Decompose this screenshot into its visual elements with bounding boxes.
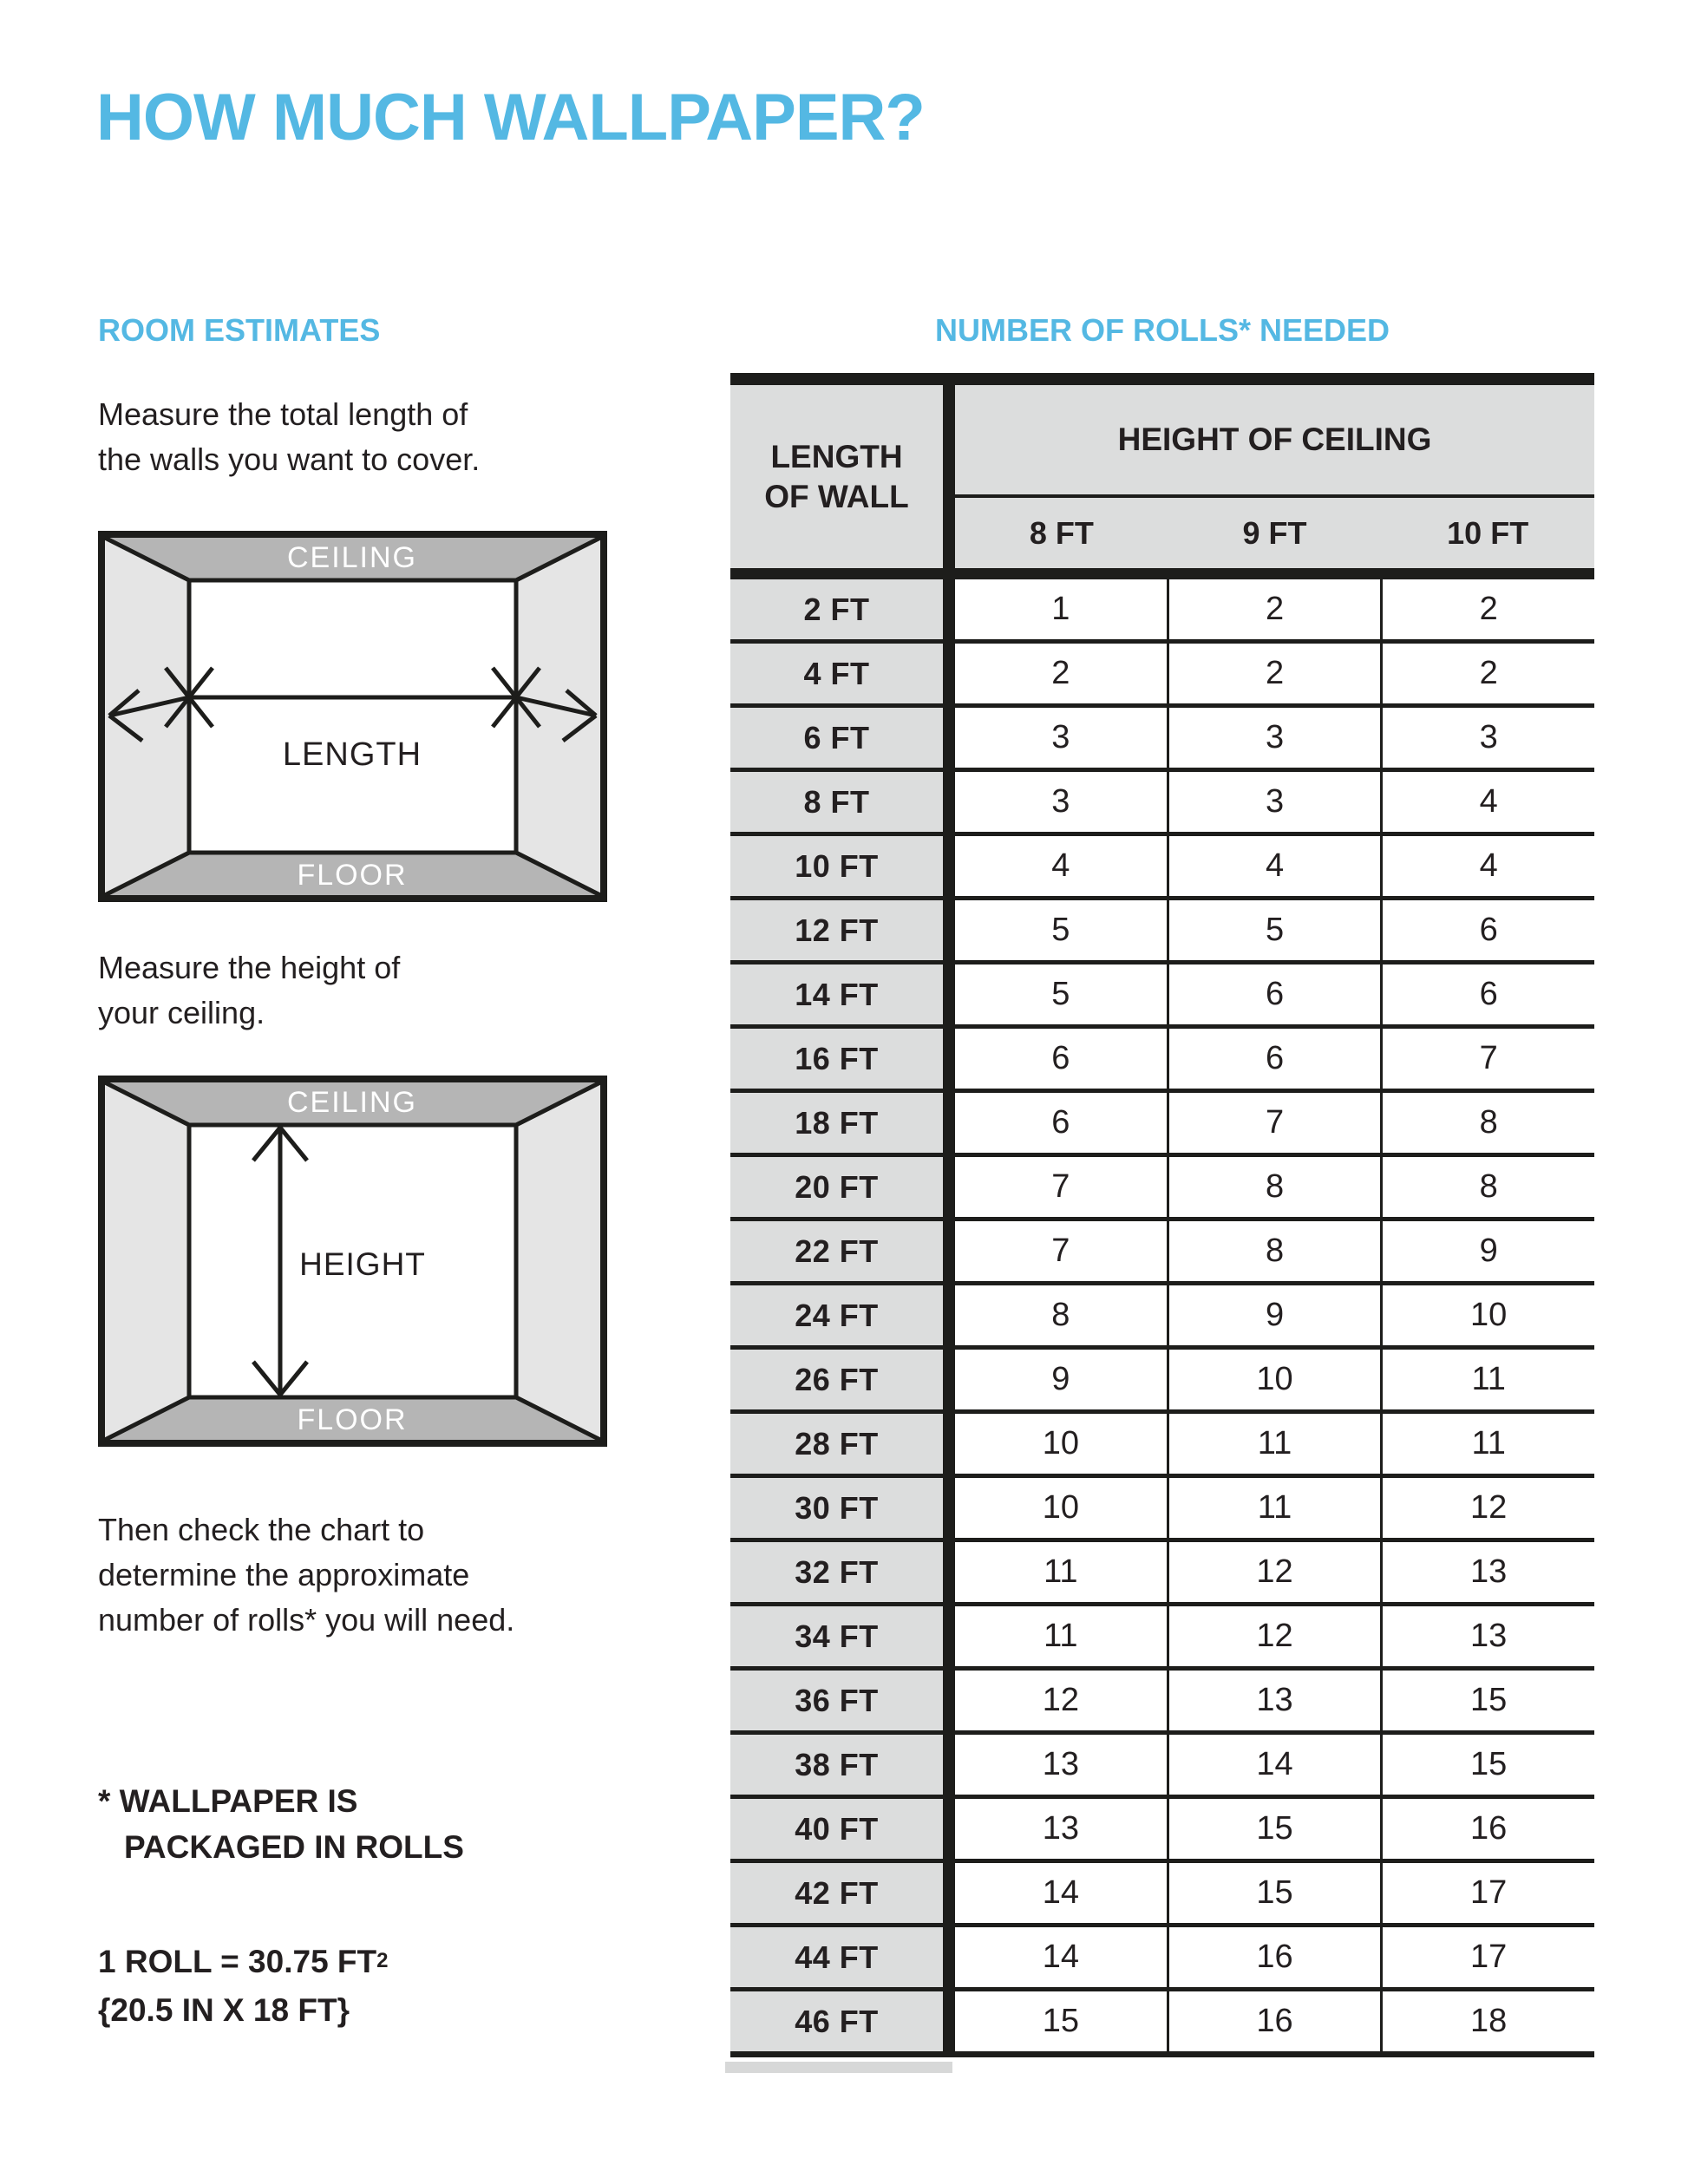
roll-count-cell: 6 — [1167, 964, 1381, 1024]
roll-count-cell: 15 — [1380, 1671, 1594, 1730]
paragraph-line: determine the approximate — [98, 1557, 470, 1592]
table-row — [730, 1671, 1594, 1735]
rolls-footnote — [98, 1778, 464, 1870]
roll-count-cell: 13 — [1380, 1542, 1594, 1602]
roll-count-cell: 8 — [955, 1285, 1167, 1345]
wall-length-label: 42 FT — [730, 1863, 943, 1923]
check-chart-paragraph — [98, 1507, 514, 1643]
roll-count-cell: 5 — [1167, 900, 1381, 960]
table-row — [730, 1991, 1594, 2057]
table-footer-gray-tab — [725, 2062, 952, 2073]
table-row — [730, 644, 1594, 708]
table-vertical-divider — [943, 1927, 955, 1987]
table-row — [730, 1157, 1594, 1221]
table-vertical-divider — [943, 1414, 955, 1474]
roll-count-cell: 3 — [1167, 708, 1381, 768]
table-vertical-divider — [943, 1671, 955, 1730]
table-vertical-divider — [943, 579, 955, 639]
roll-count-cell: 12 — [1167, 1606, 1381, 1666]
wall-length-label: 46 FT — [730, 1991, 943, 2051]
table-vertical-divider — [943, 1093, 955, 1153]
table-vertical-divider — [943, 836, 955, 896]
roll-count-cell: 14 — [1167, 1735, 1381, 1795]
table-vertical-divider — [943, 1863, 955, 1923]
roll-count-cell: 8 — [1167, 1221, 1381, 1281]
height-label: HEIGHT — [299, 1246, 426, 1282]
column-header-10ft: 10 FT — [1447, 514, 1529, 551]
table-top-border — [730, 373, 1594, 385]
roll-count-cell: 2 — [1380, 579, 1594, 639]
roll-count-cell: 11 — [955, 1542, 1167, 1602]
paragraph-line: the walls you want to cover. — [98, 441, 481, 477]
table-vertical-divider — [943, 1478, 955, 1538]
table-vertical-divider — [943, 1542, 955, 1602]
table-row — [730, 1542, 1594, 1606]
roll-count-cell: 10 — [955, 1478, 1167, 1538]
paragraph-line: number of rolls* you will need. — [98, 1602, 515, 1638]
height-of-ceiling-header — [955, 385, 1594, 568]
table-vertical-divider — [943, 1991, 955, 2051]
roll-count-cell: 4 — [1380, 772, 1594, 832]
roll-count-cell: 4 — [1167, 836, 1381, 896]
roll-count-cell: 4 — [1380, 836, 1594, 896]
table-row — [730, 1478, 1594, 1542]
roll-count-cell: 18 — [1380, 1991, 1594, 2051]
roll-count-cell: 9 — [1167, 1285, 1381, 1345]
wall-length-label: 16 FT — [730, 1029, 943, 1089]
ceiling-label: CEILING — [286, 541, 418, 574]
table-row — [730, 1285, 1594, 1350]
wall-length-label: 34 FT — [730, 1606, 943, 1666]
roll-count-cell: 15 — [1380, 1735, 1594, 1795]
wall-length-label: 12 FT — [730, 900, 943, 960]
length-of-wall-header: LENGTH OF WALL — [730, 385, 943, 568]
roll-dimensions-line: {20.5 IN X 18 FT} — [98, 1992, 350, 2028]
roll-count-cell: 13 — [1380, 1606, 1594, 1666]
roll-count-cell: 15 — [1167, 1799, 1381, 1859]
roll-count-cell: 17 — [1380, 1863, 1594, 1923]
table-row — [730, 1735, 1594, 1799]
table-row — [730, 579, 1594, 644]
wall-length-label: 40 FT — [730, 1799, 943, 1859]
height-of-ceiling-label: HEIGHT OF CEILING — [955, 385, 1594, 498]
roll-count-cell: 6 — [1380, 900, 1594, 960]
wall-length-label: 18 FT — [730, 1093, 943, 1153]
table-vertical-divider — [943, 1221, 955, 1281]
left-wall-surface — [105, 1082, 189, 1440]
roll-count-cell: 16 — [1380, 1799, 1594, 1859]
table-row — [730, 1927, 1594, 1991]
paragraph-line: Then check the chart to — [98, 1512, 425, 1547]
roll-count-cell: 2 — [1167, 644, 1381, 703]
table-vertical-divider — [943, 1735, 955, 1795]
roll-size-line: 1 ROLL = 30.75 $FT^2$ — [98, 1944, 389, 1979]
table-body — [730, 579, 1594, 2057]
roll-count-cell: 15 — [1167, 1863, 1381, 1923]
roll-count-cell: 11 — [1167, 1478, 1381, 1538]
roll-count-cell: 1 — [955, 579, 1167, 639]
table-vertical-divider — [943, 644, 955, 703]
roll-count-cell: 7 — [955, 1157, 1167, 1217]
wall-length-label: 36 FT — [730, 1671, 943, 1730]
roll-count-cell: 11 — [1380, 1414, 1594, 1474]
ceiling-label: CEILING — [286, 1086, 418, 1119]
roll-count-cell: 3 — [955, 772, 1167, 832]
wall-length-label: 8 FT — [730, 772, 943, 832]
paragraph-line: Measure the height of — [98, 950, 401, 985]
roll-count-cell: 14 — [955, 1927, 1167, 1987]
roll-count-cell: 7 — [1380, 1029, 1594, 1089]
squared-superscript: 2 — [376, 1949, 389, 1972]
measure-length-paragraph — [98, 392, 480, 482]
roll-count-cell: 3 — [1380, 708, 1594, 768]
table-vertical-divider — [943, 385, 955, 568]
wall-length-label: 22 FT — [730, 1221, 943, 1281]
table-vertical-divider — [943, 708, 955, 768]
table-vertical-divider — [943, 1606, 955, 1666]
wall-length-label: 26 FT — [730, 1350, 943, 1409]
rolls-needed-table — [730, 373, 1594, 2057]
roll-count-cell: 12 — [1380, 1478, 1594, 1538]
roll-count-cell: 3 — [955, 708, 1167, 768]
table-vertical-divider — [943, 1350, 955, 1409]
roll-count-cell: 11 — [955, 1606, 1167, 1666]
roll-count-cell: 11 — [1167, 1414, 1381, 1474]
roll-count-cell: 7 — [955, 1221, 1167, 1281]
column-header-8ft: 8 FT — [1029, 514, 1094, 551]
table-row — [730, 772, 1594, 836]
footnote-line: * WALLPAPER IS — [98, 1783, 358, 1819]
room-estimates-heading: ROOM ESTIMATES — [98, 312, 381, 348]
table-vertical-divider — [943, 1029, 955, 1089]
roll-size-info — [98, 1937, 389, 2035]
right-wall-surface — [516, 1082, 600, 1440]
measure-height-paragraph — [98, 945, 400, 1036]
floor-label: FLOOR — [297, 1403, 408, 1436]
roll-count-cell: 8 — [1380, 1093, 1594, 1153]
footnote-line: PACKAGED IN ROLLS — [124, 1829, 464, 1865]
wall-length-label: 2 FT — [730, 579, 943, 639]
table-row — [730, 1799, 1594, 1863]
wall-length-label: 20 FT — [730, 1157, 943, 1217]
roll-count-cell: 16 — [1167, 1991, 1381, 2051]
table-vertical-divider — [943, 1285, 955, 1345]
wall-length-label: 30 FT — [730, 1478, 943, 1538]
roll-count-cell: 2 — [955, 644, 1167, 703]
page-title: HOW MUCH WALLPAPER? — [96, 81, 925, 154]
wall-length-label: 14 FT — [730, 964, 943, 1024]
table-vertical-divider — [943, 900, 955, 960]
table-row — [730, 1029, 1594, 1093]
roll-count-cell: 11 — [1380, 1350, 1594, 1409]
roll-count-cell: 6 — [1167, 1029, 1381, 1089]
wall-length-label: 44 FT — [730, 1927, 943, 1987]
table-row — [730, 1221, 1594, 1285]
roll-count-cell: 16 — [1167, 1927, 1381, 1987]
roll-count-cell: 14 — [955, 1863, 1167, 1923]
table-row — [730, 1350, 1594, 1414]
floor-label: FLOOR — [297, 859, 408, 892]
length-label: LENGTH — [282, 736, 422, 773]
table-vertical-divider — [943, 1799, 955, 1859]
roll-count-cell: 13 — [1167, 1671, 1381, 1730]
wall-length-label: 28 FT — [730, 1414, 943, 1474]
room-length-diagram — [98, 531, 607, 902]
wall-length-label: 10 FT — [730, 836, 943, 896]
table-row — [730, 708, 1594, 772]
roll-count-cell: 13 — [955, 1799, 1167, 1859]
table-vertical-divider — [943, 964, 955, 1024]
roll-count-cell: 5 — [955, 900, 1167, 960]
ceiling-heights-subheader — [955, 498, 1594, 568]
wall-length-label: 32 FT — [730, 1542, 943, 1602]
roll-count-cell: 6 — [1380, 964, 1594, 1024]
paragraph-line: Measure the total length of — [98, 396, 468, 432]
paragraph-line: your ceiling. — [98, 995, 265, 1030]
roll-count-cell: 4 — [955, 836, 1167, 896]
roll-count-cell: 7 — [1167, 1093, 1381, 1153]
roll-count-cell: 8 — [1380, 1157, 1594, 1217]
roll-count-cell: 13 — [955, 1735, 1167, 1795]
wall-length-label: 6 FT — [730, 708, 943, 768]
table-vertical-divider — [943, 772, 955, 832]
table-row — [730, 1863, 1594, 1927]
table-row — [730, 964, 1594, 1029]
roll-count-cell: 10 — [1167, 1350, 1381, 1409]
table-row — [730, 900, 1594, 964]
column-header-9ft: 9 FT — [1242, 514, 1307, 551]
roll-count-cell: 9 — [955, 1350, 1167, 1409]
roll-count-cell: 5 — [955, 964, 1167, 1024]
roll-count-cell: 6 — [955, 1029, 1167, 1089]
roll-count-cell: 10 — [1380, 1285, 1594, 1345]
roll-count-cell: 12 — [1167, 1542, 1381, 1602]
roll-count-cell: 12 — [955, 1671, 1167, 1730]
table-vertical-divider — [943, 1157, 955, 1217]
table-header — [730, 385, 1594, 579]
roll-count-cell: 10 — [955, 1414, 1167, 1474]
back-wall — [189, 580, 516, 853]
wall-length-label: 24 FT — [730, 1285, 943, 1345]
table-row — [730, 836, 1594, 900]
rolls-needed-heading: NUMBER OF ROLLS* NEEDED — [934, 312, 1390, 348]
table-row — [730, 1414, 1594, 1478]
roll-count-cell: 17 — [1380, 1927, 1594, 1987]
room-height-diagram — [98, 1076, 607, 1447]
roll-count-cell: 8 — [1167, 1157, 1381, 1217]
table-row — [730, 1093, 1594, 1157]
roll-count-cell: 3 — [1167, 772, 1381, 832]
wall-length-label: 4 FT — [730, 644, 943, 703]
roll-count-cell: 6 — [955, 1093, 1167, 1153]
wall-length-label: 38 FT — [730, 1735, 943, 1795]
roll-count-cell: 15 — [955, 1991, 1167, 2051]
table-row — [730, 1606, 1594, 1671]
roll-count-cell: 2 — [1380, 644, 1594, 703]
roll-count-cell: 9 — [1380, 1221, 1594, 1281]
roll-count-cell: 2 — [1167, 579, 1381, 639]
